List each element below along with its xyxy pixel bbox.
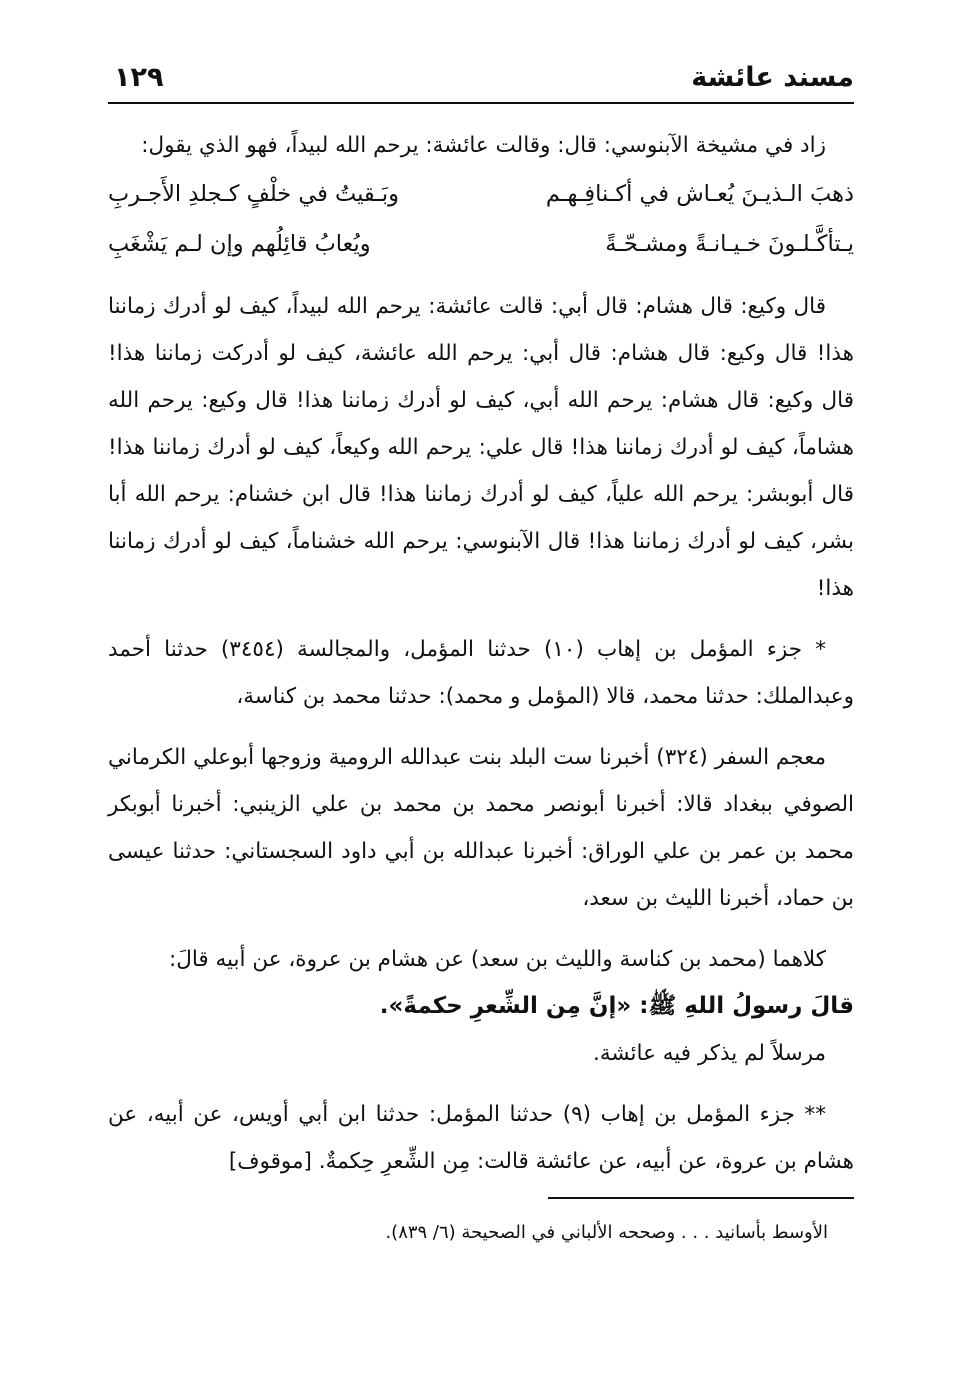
verse-line-1 — [108, 169, 854, 219]
footnote: الأوسط بأسانيد . . . وصححه الألباني في الصحيحة (٦/ ٨٣٩). — [385, 1222, 828, 1243]
paragraph-source-1: * جزء المؤمل بن إهاب (١٠) حدثنا المؤمل، والمجالسة (٣٤٥٤) حدثنا أحمد وعبدالملك: حدثنا محمد، قالا (المؤمل و محمد): حدثنا محمد بن كناسة، — [108, 637, 854, 709]
header-rule — [108, 102, 854, 104]
verse-hemistich: ذهبَ الـذيـنَ يُعـاش في أكـنافِـهـم — [545, 181, 854, 207]
verse-hemistich: ويُعابُ قائِلُهم وإن لـم يَشْغَبِ — [108, 231, 371, 257]
page-body — [108, 122, 854, 1185]
verse-hemistich: يـتأكَّـلـونَ خـيـانـةً ومشـحّـةً — [605, 231, 854, 257]
verse-line-2 — [108, 219, 854, 269]
paragraph-chain: قال وكيع: قال هشام: قال أبي: قالت عائشة: يرحم الله لبيداً، كيف لو أدرك زماننا هذا! قال وكيع: قال هشام: قال أبي: يرحم الله عائشة، كيف لو أدركت زماننا هذا! قال وكيع: قال هشام: يرحم الله أبي، كيف لو أدرك زماننا هذا! قال وكيع: يرحم الله هشاماً، كيف لو أدرك زماننا هذا! قال علي: يرحم الله وكيعاً، كيف لو أدرك زماننا هذا! قال أبوبشر: يرحم الله علياً، كيف لو أدرك زماننا هذا! قال ابن خشنام: يرحم الله أبا بشر، كيف لو أدرك زماننا هذا! قال الآبنوسي: يرحم الله خشناماً، كيف لو أدرك زماننا هذا! — [108, 294, 854, 601]
paragraph-intro: زاد في مشيخة الآبنوسي: قال: وقالت عائشة: يرحم الله لبيداً، فهو الذي يقول: — [141, 133, 826, 158]
footnote-rule — [548, 1197, 854, 1199]
paragraph-mursal: مرسلاً لم يذكر فيه عائشة. — [593, 1041, 826, 1066]
page-header — [108, 62, 854, 98]
paragraph-both: كلاهما (محمد بن كناسة والليث بن سعد) عن هشام بن عروة، عن أبيه قالَ: — [169, 947, 826, 972]
page-number: ١٢٩ — [114, 62, 164, 93]
paragraph-source-2: معجم السفر (٣٢٤) أخبرنا ست البلد بنت عبدالله الرومية وزوجها أبوعلي الكرماني الصوفي ببغداد قالا: أخبرنا أبونصر محمد بن محمد بن علي الزينبي: أخبرنا أبوبكر محمد بن عمر بن علي الوراق: أخبرنا عبدالله بن أبي داود السجستاني: حدثنا عيسى بن حماد، أخبرنا الليث بن سعد، — [108, 745, 854, 911]
hadith-text: قالَ رسولُ اللهِ ﷺ: «إنَّ مِن الشِّعرِ حكمةً». — [379, 993, 854, 1019]
verse-hemistich: وبَـقيتُ في خلْفٍ كـجلدِ الأَجـربِ — [108, 181, 400, 207]
paragraph-mawquf: ** جزء المؤمل بن إهاب (٩) حدثنا المؤمل: حدثنا ابن أبي أويس، عن أبيه، عن هشام بن عروة، عن أبيه، عن عائشة قالت: مِن الشِّعرِ حِكمةٌ. [موقوف] — [108, 1102, 854, 1174]
running-title: مسند عائشة — [691, 62, 854, 93]
